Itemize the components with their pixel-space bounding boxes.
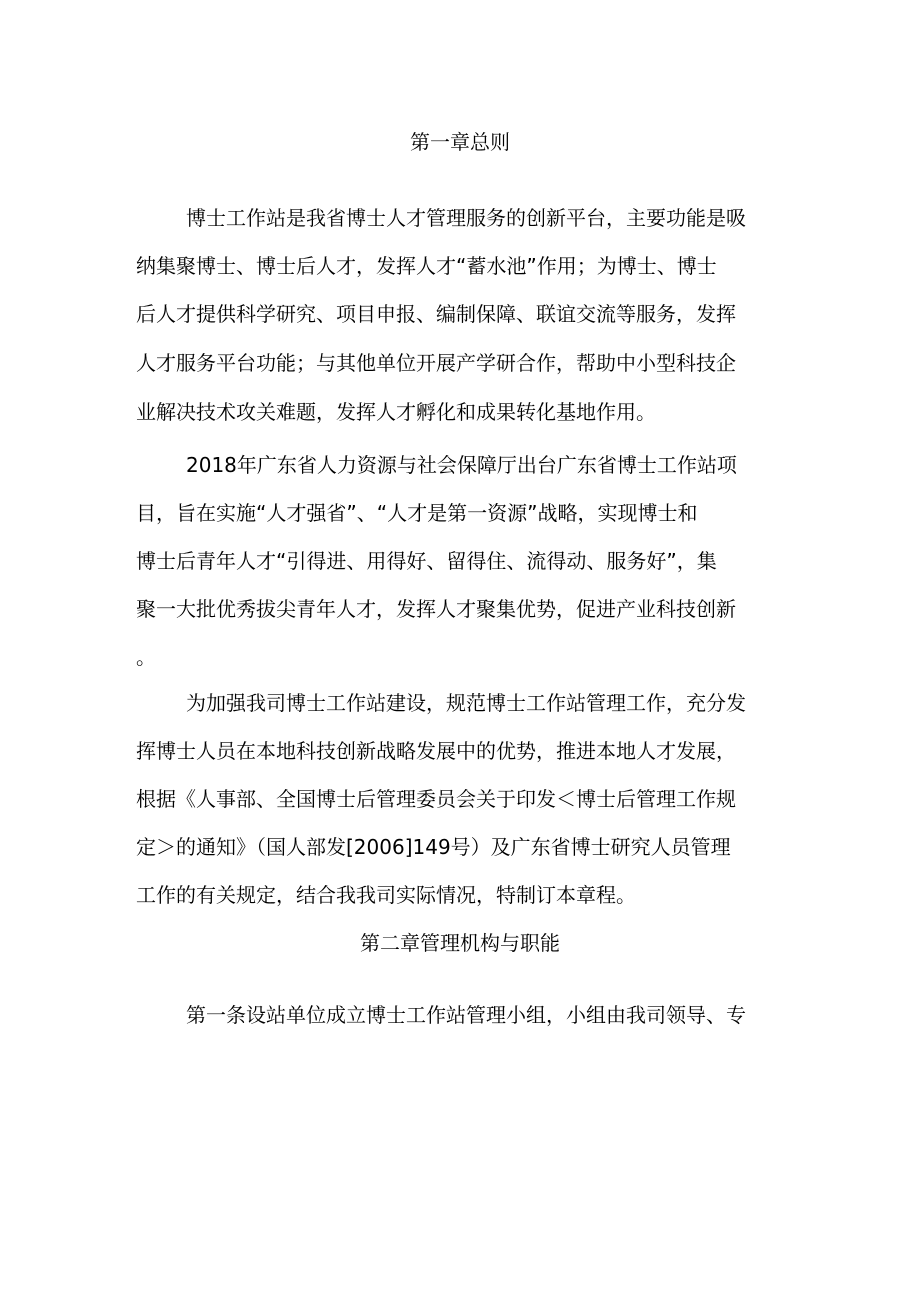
chapter-1-title: 第一章总则: [410, 130, 510, 154]
para-1-line: 业解决技术攻关难题，发挥人才孵化和成果转化基地作用。: [136, 400, 656, 424]
chapter-2-title: 第二章管理机构与职能: [360, 931, 560, 955]
para-3-line: 定＞的通知》（国人部发[2006]149号）及广东省博士研究人员管理: [136, 835, 731, 859]
para-1-line: 后人才提供科学研究、项目申报、编制保障、联谊交流等服务，发挥: [136, 302, 736, 326]
article-1-line: 第一条设站单位成立博士工作站管理小组，小组由我司领导、专: [186, 1003, 746, 1027]
para-2-line: 2018年广东省人力资源与社会保障厅出台广东省博士工作站项: [186, 453, 737, 477]
para-1-line: 博士工作站是我省博士人才管理服务的创新平台，主要功能是吸: [186, 206, 746, 230]
para-1-line: 纳集聚博士、博士后人才，发挥人才“蓄水池”作用；为博士、博士: [136, 254, 717, 278]
para-2-line: 博士后青年人才“引得进、用得好、留得住、流得动、服务好”，集: [136, 549, 717, 573]
para-3-line: 根据《人事部、全国博士后管理委员会关于印发＜博士后管理工作规: [136, 787, 736, 811]
para-1-line: 人才服务平台功能；与其他单位开展产学研合作，帮助中小型科技企: [136, 351, 736, 375]
para-2-line: 。: [136, 645, 156, 669]
para-3-line: 为加强我司博士工作站建设，规范博士工作站管理工作，充分发: [186, 691, 746, 715]
para-3-line: 工作的有关规定，结合我我司实际情况，特制订本章程。: [136, 883, 636, 907]
para-3-line: 挥博士人员在本地科技创新战略发展中的优势，推进本地人才发展，: [136, 739, 736, 763]
para-2-line: 目，旨在实施“人才强省”、“人才是第一资源”战略，实现博士和: [136, 501, 698, 525]
para-2-line: 聚一大批优秀拔尖青年人才，发挥人才聚集优势，促进产业科技创新: [136, 597, 736, 621]
